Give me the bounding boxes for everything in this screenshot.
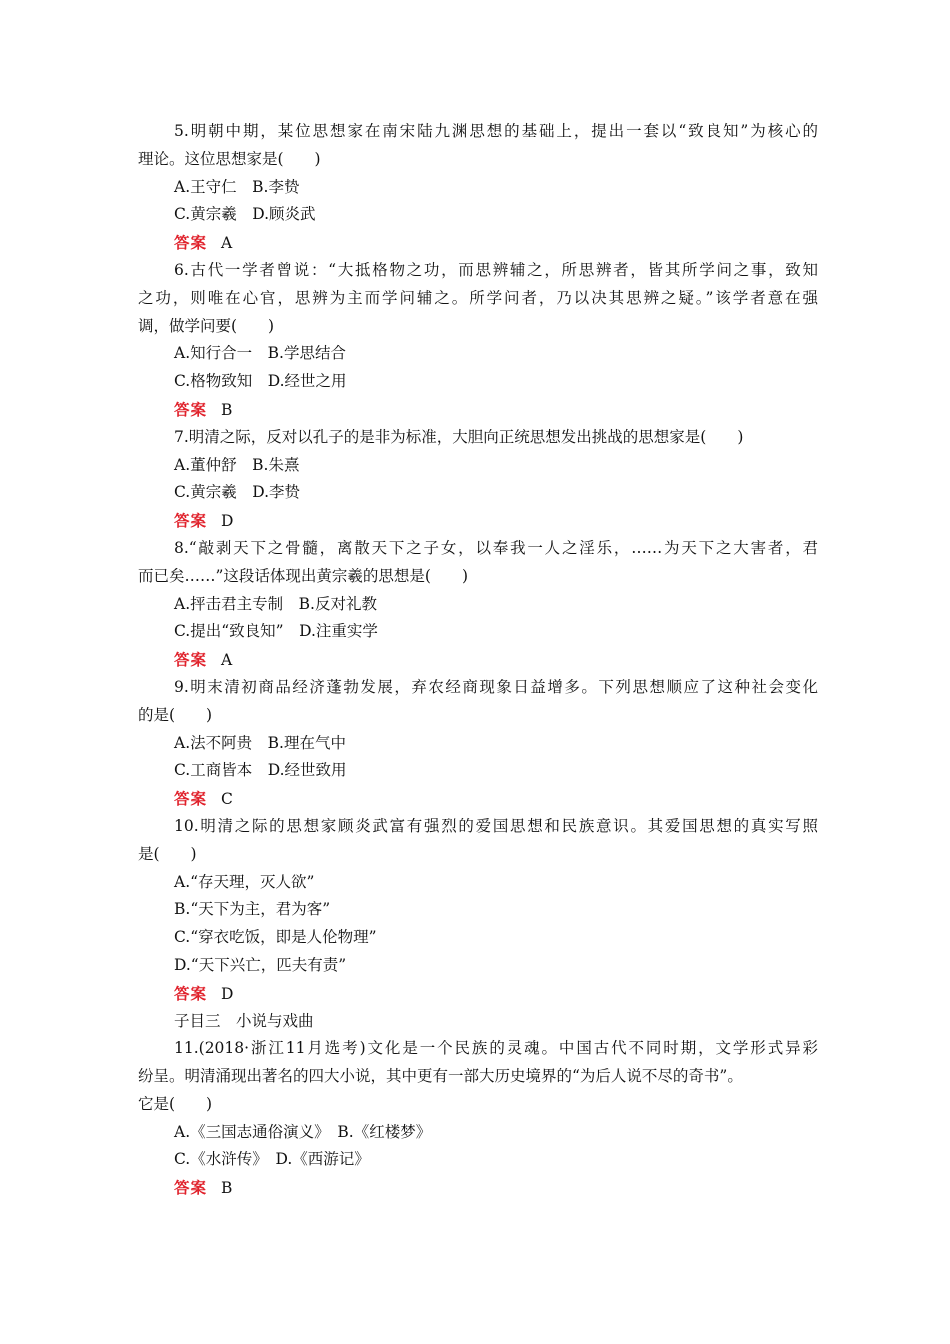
question-stem-line: 纷呈。明清涌现出著名的四大小说，其中更有一部大历史境界的“为后人说不尽的奇书”。 [138, 1067, 743, 1086]
section-heading: 子目三 小说与戏曲 [174, 1011, 314, 1030]
question-options-line: D.“天下兴亡，匹夫有责” [174, 955, 347, 974]
answer-line [138, 785, 818, 813]
answer-line [138, 396, 818, 424]
question-11 [138, 1035, 818, 1202]
question-stem-line: 之功，则唯在心官，思辨为主而学问辅之。所学问者，乃以决其思辨之疑。”该学者意在强 [138, 288, 818, 307]
answer-label: 答案 [174, 789, 208, 809]
answer-line [138, 507, 818, 535]
question-10 [138, 813, 818, 1008]
question-options-line: A.法不阿贵 B.理在气中 [174, 733, 346, 752]
answer-label: 答案 [174, 511, 208, 531]
question-stem-line: 5.明朝中期，某位思想家在南宋陆九渊思想的基础上，提出一套以“致良知”为核心的 [174, 122, 818, 140]
question-stem-line: 7.明清之际，反对以孔子的是非为标准，大胆向正统思想发出挑战的思想家是( ) [174, 427, 744, 446]
question-options-line: A.王守仁 B.李贽 [174, 177, 300, 196]
answer-value: B [221, 1179, 233, 1198]
question-options-line: C.工商皆本 D.经世致用 [174, 761, 347, 780]
question-options-line: C.黄宗羲 D.顾炎武 [174, 205, 316, 224]
answer-value: B [221, 400, 233, 419]
question-stem-line: 而已矣……”这段话体现出黄宗羲的思想是( ) [138, 566, 469, 585]
question-9 [138, 674, 818, 813]
question-options-line: C.“穿衣吃饭，即是人伦物理” [174, 928, 377, 947]
question-stem-line: 调，做学问要( ) [138, 316, 275, 335]
answer-value: C [221, 790, 233, 809]
question-stem-line: 6.古代一学者曾说：“大抵格物之功，而思辨辅之，所思辨者，皆其所学问之事，致知 [174, 260, 818, 279]
answer-line [138, 646, 818, 674]
answer-label: 答案 [174, 983, 208, 1003]
answer-value: A [221, 651, 233, 670]
question-8 [138, 535, 818, 674]
question-list [138, 118, 818, 1202]
question-7 [138, 424, 818, 535]
question-options-line: B.“天下为主，君为客” [174, 900, 331, 919]
question-options-line: A.知行合一 B.学思结合 [174, 344, 346, 363]
answer-value: A [221, 234, 233, 253]
question-options-line: C.格物致知 D.经世之用 [174, 372, 347, 391]
question-stem-line: 10.明清之际的思想家顾炎武富有强烈的爱国思想和民族意识。其爱国思想的真实写照 [174, 816, 818, 835]
answer-line [138, 229, 818, 257]
question-options-line: A.抨击君主专制 B.反对礼教 [174, 594, 377, 613]
answer-value: D [221, 984, 234, 1003]
question-options-line: A.“存天理，灭人欲” [174, 872, 315, 891]
question-5 [138, 118, 818, 257]
answer-value: D [221, 512, 234, 531]
question-options-line: A.《三国志通俗演义》 B.《红楼梦》 [174, 1122, 432, 1141]
answer-line [138, 980, 818, 1008]
question-6 [138, 257, 818, 424]
question-stem-line: 理论。这位思想家是( ) [138, 149, 321, 168]
question-options-line: C.黄宗羲 D.李贽 [174, 483, 301, 502]
question-options-line: C.《水浒传》 D.《西游记》 [174, 1150, 370, 1169]
question-stem-line: 的是( ) [138, 705, 213, 724]
question-stem-line: 8.“敲剥天下之骨髓，离散天下之子女，以奉我一人之淫乐，……为天下之大害者，君 [174, 538, 818, 557]
answer-label: 答案 [174, 233, 208, 253]
question-stem-line: 它是( ) [138, 1094, 213, 1113]
answer-label: 答案 [174, 650, 208, 670]
question-options-line: C.提出“致良知” D.注重实学 [174, 622, 378, 641]
question-stem-line: 11.(2018·浙江11月选考)文化是一个民族的灵魂。中国古代不同时期，文学形式异彩 [174, 1039, 818, 1058]
question-stem-line: 9.明末清初商品经济蓬勃发展，弃农经商现象日益增多。下列思想顺应了这种社会变化 [174, 677, 818, 696]
answer-line [138, 1174, 818, 1202]
question-options-line: A.董仲舒 B.朱熹 [174, 455, 300, 474]
answer-label: 答案 [174, 399, 208, 419]
question-stem-line: 是( ) [138, 844, 197, 863]
answer-label: 答案 [174, 1178, 208, 1198]
